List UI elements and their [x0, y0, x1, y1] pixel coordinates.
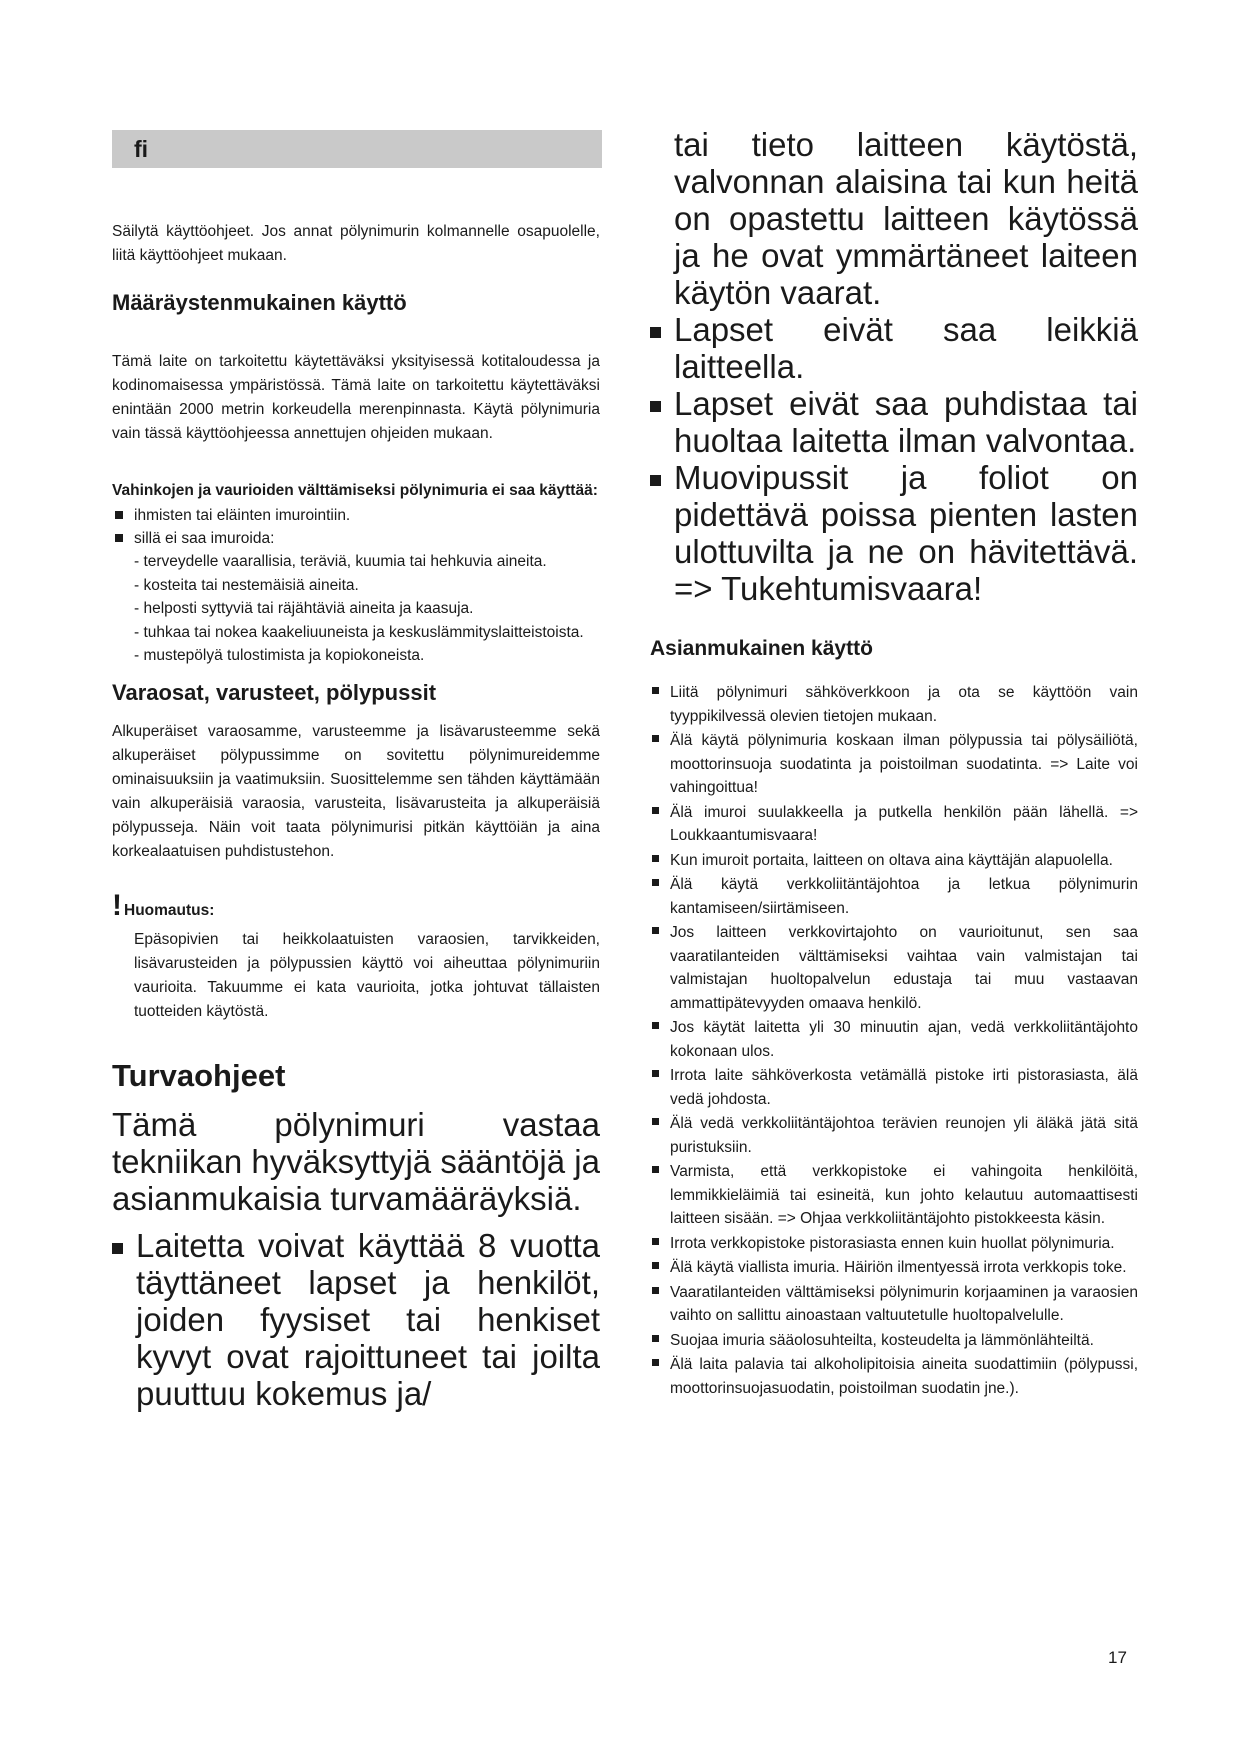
- list-item: Laitetta voivat käyttää 8 vuotta täyttäneet lapset ja henkilöt, joiden fyysiset tai henkiset kyvyt ovat rajoittuneet tai joilta puuttuu kokemus ja/: [112, 1227, 600, 1412]
- intended-use-heading: Määräystenmukainen käyttö: [112, 290, 407, 315]
- note-title-text: Huomautus:: [124, 901, 215, 919]
- list-item: Lapset eivät saa puhdistaa tai huoltaa laitetta ilman valvontaa.: [650, 385, 1138, 459]
- list-item: Muovipussit ja foliot on pidettävä poissa pienten lasten ulottuvilta ja ne on hävitettävä. => Tukehtumisvaara!: [650, 459, 1138, 607]
- safety-list-right: [650, 311, 1138, 607]
- proper-use-list: [650, 681, 1138, 1400]
- note-title: [112, 888, 600, 922]
- language-tab: [112, 130, 602, 168]
- note-body: Epäsopivien tai heikkolaatuisten varaosien, tarvikkeiden, lisävarusteiden ja pölypussien käyttö voi aiheuttaa pölynimuriin vaurioita. Takuumme ei kata vaurioita, jotka johtuvat tällaisten tuotteiden käytöstä.: [134, 930, 600, 1020]
- intended-use-paragraph: Tämä laite on tarkoitettu käytettäväksi yksityisessä kotitaloudessa ja kodinomaisessa ympäristössä. Tämä laite on tarkoitettu käytettäväksi enintään 2000 metrin korkeudella merenpinnasta. Käytä pölynimuria vain tässä käyttöohjeessa annettujen ohjeiden mukaan.: [112, 353, 600, 442]
- warning-icon: !: [112, 888, 122, 922]
- language-code: fi: [134, 136, 149, 162]
- spare-parts-heading: Varaosat, varusteet, pölypussit: [112, 679, 437, 705]
- safety-heading: Turvaohjeet: [112, 1057, 286, 1093]
- intro-text: Säilytä käyttöohjeet. Jos annat pölynimurin kolmannelle osapuolelle, liitä käyttöohjeet mukaan.: [112, 223, 600, 264]
- page-number: 17: [1108, 1648, 1127, 1667]
- right-column: [650, 126, 1138, 1401]
- list-item: - helposti syttyviä tai räjähtäviä aineita ja kaasuja.: [134, 600, 474, 617]
- list-item: Älä laita palavia tai alkoholipitoisia aineita suodattimiin (pölypussi, moottorinsuojasuodatin, poistoilman suodatin jne.).: [650, 1353, 1138, 1400]
- list-item: Vaaratilanteiden välttämiseksi pölynimurin korjaaminen ja varaosien vaihto on sallittu ainoastaan valtuutetulle huoltopalvelulle.: [650, 1281, 1138, 1328]
- list-item: Älä imuroi suulakkeella ja putkella henkilön pään lähellä. => Loukkaantumisvaara!: [650, 801, 1138, 848]
- list-item: Kun imuroit portaita, laitteen on oltava aina käyttäjän alapuolella.: [650, 849, 1138, 873]
- safety-item-continued: tai tieto laitteen käytöstä, valvonnan alaisina tai kun heitä on opastettu laitteen käytössä ja he ovat ymmärtäneet laiteen käytön vaarat.: [674, 126, 1138, 311]
- safety-lead: Tämä pölynimuri vastaa tekniikan hyväksyttyjä sääntöjä ja asianmukaisia turvamääräyksiä.: [112, 1105, 600, 1217]
- list-item: - terveydelle vaarallisia, teräviä, kuumia tai hehkuvia aineita.: [134, 553, 547, 570]
- list-item: sillä ei saa imuroida:: [112, 527, 600, 550]
- list-item: Suojaa imuria sääolosuhteilta, kosteudelta ja lämmönlähteiltä.: [650, 1329, 1138, 1353]
- list-item: Jos laitteen verkkovirtajohto on vaurioitunut, sen saa vaaratilanteiden välttämiseksi vaihtaa vain valmistajan tai valmistajan huoltopalvelun edustaja tai muu vastaavan ammattipätevyyden omaava henkilö.: [650, 921, 1138, 1015]
- list-item: - mustepölyä tulostimista ja kopiokoneista.: [134, 647, 425, 664]
- list-item: Älä käytä pölynimuria koskaan ilman pölypussia tai pölysäiliötä, moottorinsuoja suodatinta ja poistoilman suodatinta. => Laite voi vahingoittua!: [650, 729, 1138, 800]
- list-item: - tuhkaa tai nokea kaakeliuuneista ja keskuslämmityslaitteistoista.: [134, 623, 584, 641]
- avoid-damage-list: [112, 504, 600, 550]
- list-item: Lapset eivät saa leikkiä laitteella.: [650, 311, 1138, 385]
- list-item: Irrota laite sähköverkosta vetämällä pistoke irti pistorasiasta, älä vedä johdosta.: [650, 1064, 1138, 1111]
- list-item: Älä käytä viallista imuria. Häiriön ilmentyessä irrota verkkopis toke.: [650, 1256, 1138, 1280]
- list-item: Varmista, että verkkopistoke ei vahingoita henkilöitä, lemmikkieläimiä tai esineitä, kun johto kelautuu automaattisesti laitteen sisään. => Ohjaa verkkoliitäntäjohto pistokkeesta käsin.: [650, 1160, 1138, 1231]
- list-item: - kosteita tai nestemäisiä aineita.: [134, 576, 359, 594]
- list-item: ihmisten tai eläinten imurointiin.: [112, 504, 600, 527]
- list-item: Älä käytä verkkoliitäntäjohtoa ja letkua pölynimurin kantamiseen/siirtämiseen.: [650, 873, 1138, 920]
- spare-parts-paragraph: Alkuperäiset varaosamme, varusteemme ja lisävarusteemme sekä alkuperäiset pölypussimme on sovitettu pölynimureidemme ominaisuuksiin ja vaatimuksiin. Suosittelemme sen tähden käyttämään vain alkuperäisiä varaosia, varusteita, lisävarusteita ja alkuperäisiä pölypusseja. Näin voit taata pölynimurisi pitkän käyttöiän ja aina korkealaatuisen puhdistustehon.: [112, 722, 600, 860]
- avoid-damage-sublist: [134, 550, 600, 668]
- list-item: Irrota verkkopistoke pistorasiasta ennen kuin huollat pölynimuria.: [650, 1232, 1138, 1256]
- proper-use-heading: Asianmukainen käyttö: [650, 637, 873, 660]
- safety-list-left: [112, 1227, 600, 1412]
- list-item: Liitä pölynimuri sähköverkkoon ja ota se käyttöön vain tyyppikilvessä olevien tietojen mukaan.: [650, 681, 1138, 728]
- left-column: [112, 130, 600, 1412]
- avoid-damage-heading: Vahinkojen ja vaurioiden välttämiseksi pölynimuria ei saa käyttää:: [112, 482, 598, 499]
- list-item: Älä vedä verkkoliitäntäjohtoa terävien reunojen yli äläkä jätä sitä puristuksiin.: [650, 1112, 1138, 1159]
- list-item: Jos käytät laitetta yli 30 minuutin ajan, vedä verkkoliitäntäjohto kokonaan ulos.: [650, 1016, 1138, 1063]
